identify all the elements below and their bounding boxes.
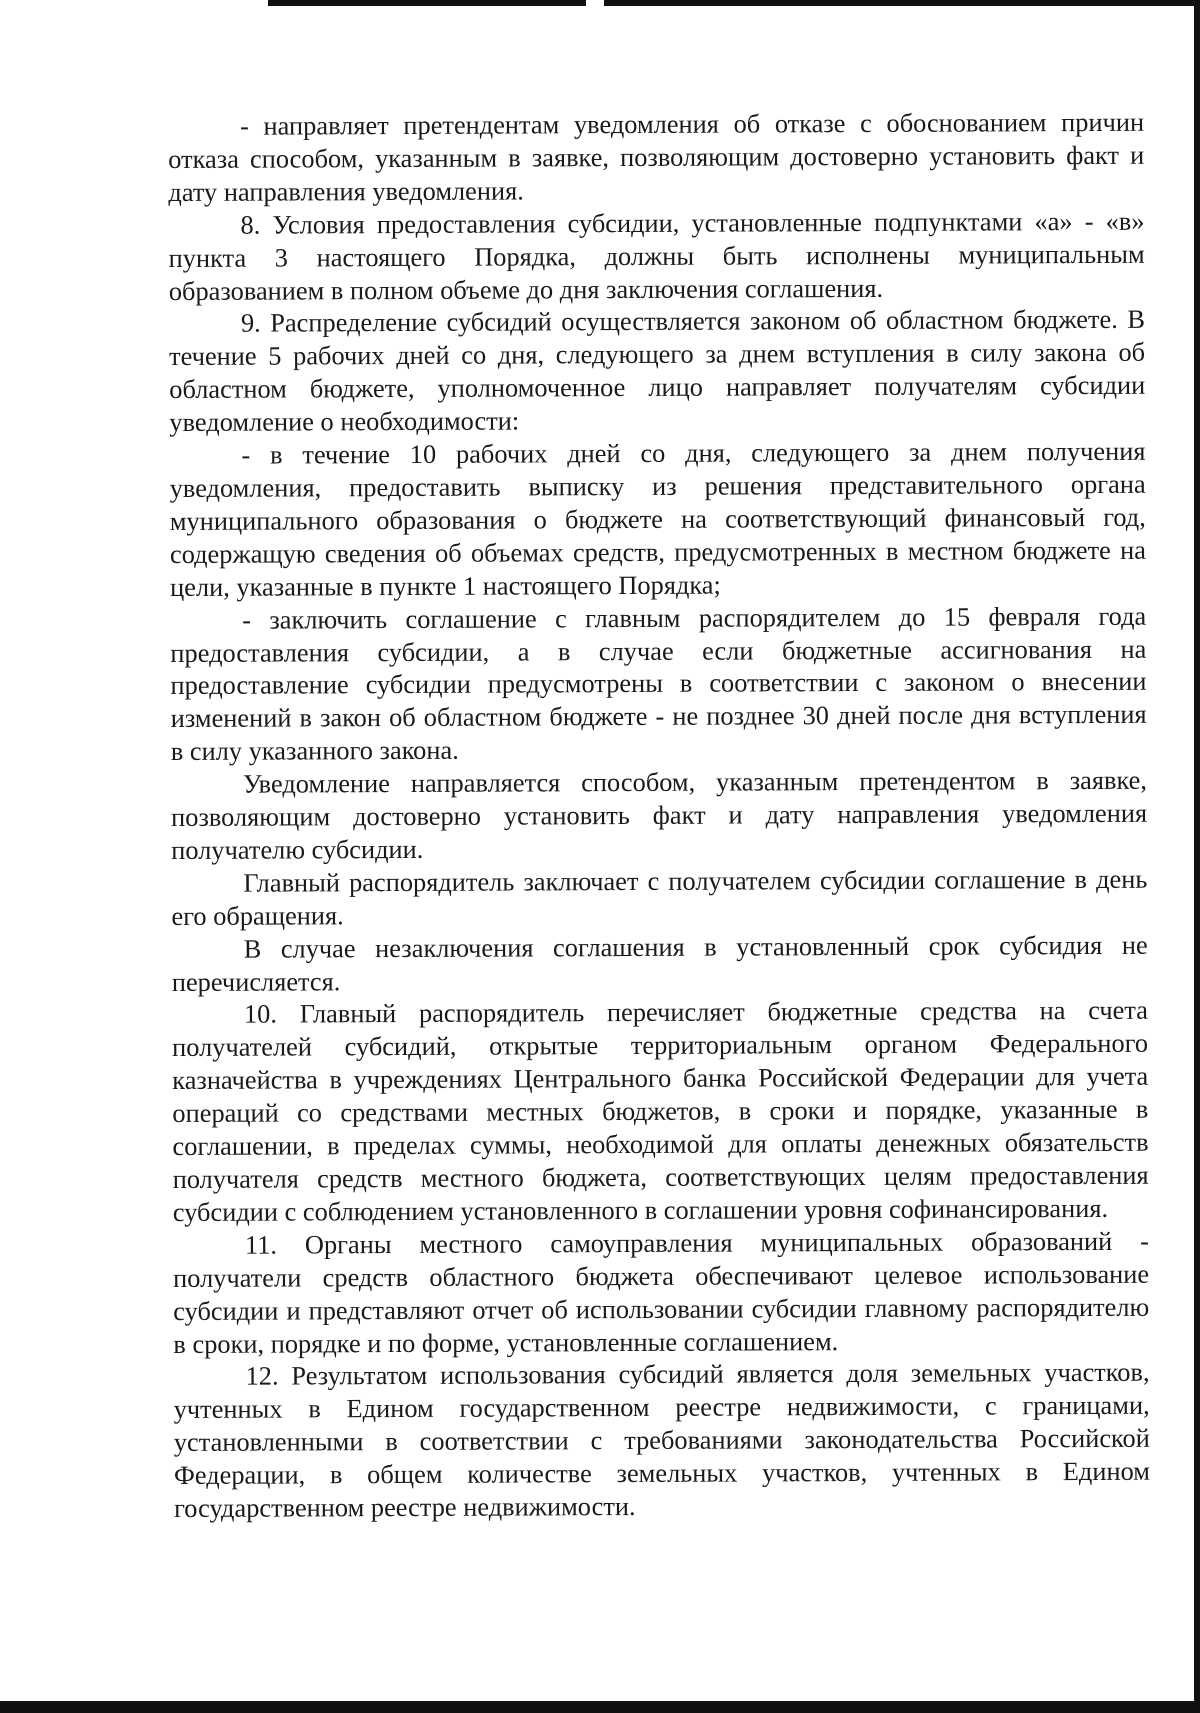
scan-edge-top (268, 0, 1200, 6)
paragraph-clause-9: 9. Распределение субсидий осуществляется законом об областном бюджете. В течение 5 рабочих дней со дня, следующего за днем вступления в силу закона об областном бюджете, уполномоченное лицо направляет получателям субсидии уведомление о необходимости: (169, 304, 1146, 438)
paragraph-refusal-notice: - направляет претендентам уведомления об отказе с обоснованием причин отказа способом, указанным в заявке, позволяющим достоверно установить факт и дату направления уведомления. (168, 106, 1145, 207)
scan-edge-right (1194, 0, 1200, 1713)
paragraph-clause-11: 11. Органы местного самоуправления муниципальных образований - получатели средств областного бюджета обеспечивают целевое использование субсидии и представляют отчет об использовании субсидии главному распорядителю в сроки, порядке и по форме, установленные соглашением. (173, 1225, 1150, 1359)
paragraph-clause-8: 8. Условия предоставления субсидии, установленные подпунктами «а» - «в» пункта 3 настоящего Порядка, должны быть исполнены муниципальным образованием в полном объеме до дня заключения соглашения. (168, 205, 1145, 306)
paragraph-clause-9-item-1: - в течение 10 рабочих дней со дня, следующего за днем получения уведомления, предоставить выписку из решения представительного органа муниципального образования о бюджете на соответствующий финансовый год, содержащую сведения об объемах средств, предусмотренных в местном бюджете на цели, указанные в пункте 1 настоящего Порядка; (169, 435, 1146, 602)
paragraph-notice-method: Уведомление направляется способом, указанным претендентом в заявке, позволяющим достоверно установить факт и дату направления уведомления получателю субсидии. (171, 764, 1148, 865)
paragraph-agreement-day: Главный распорядитель заключает с получателем субсидии соглашение в день его обращения. (171, 863, 1148, 931)
document-body (168, 106, 1150, 1525)
scan-edge-bottom (0, 1701, 1200, 1713)
paragraph-non-conclusion: В случае незаключения соглашения в установленный срок субсидия не перечисляется. (171, 929, 1148, 997)
scan-edge-top-gap (586, 0, 604, 6)
paragraph-clause-12: 12. Результатом использования субсидий является доля земельных участков, учтенных в Едином государственном реестре недвижимости, с границами, установленными в соответствии с требованиями законодательства Российской Федерации, в общем количестве земельных участков, учтенных в Едином государственном реестре недвижимости. (173, 1357, 1151, 1524)
paragraph-clause-10: 10. Главный распорядитель перечисляет бюджетные средства на счета получателей субсидий, открытые территориальным органом Федерального казначейства в учреждениях Центрального банка Российской Федерации для учета операций со средствами местных бюджетов, в сроки и порядке, указанные в соглашении, в пределах суммы, необходимой для оплаты денежных обязательств получателя средств местного бюджета, соответствующих целям предоставления субсидии с соблюдением установленного в соглашении уровня софинансирования. (172, 995, 1149, 1227)
paragraph-clause-9-item-2: - заключить соглашение с главным распорядителем до 15 февраля года предоставления субсидии, а в случае если бюджетные ассигнования на предоставление субсидии предусмотрены в соответствии с законом о внесении изменений в закон об областном бюджете - не позднее 30 дней после дня вступления в силу указанного закона. (170, 600, 1147, 767)
